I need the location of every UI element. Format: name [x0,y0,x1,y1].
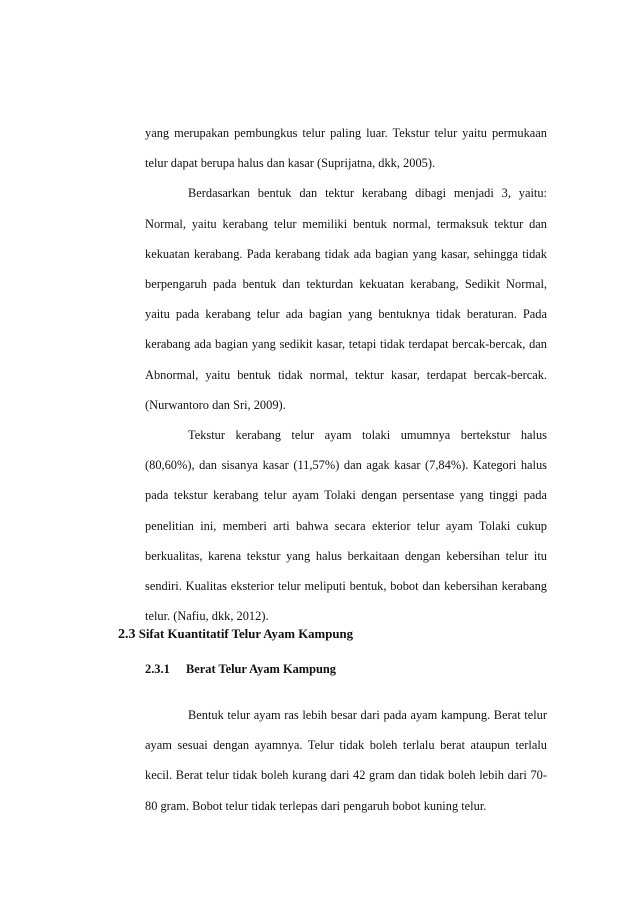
paragraph: Bentuk telur ayam ras lebih besar dari pada ayam kampung. Berat telur ayam sesuai dengan ayamnya. Telur tidak boleh terlalu berat ataupun terlalu kecil. Berat telur tidak boleh kurang dari 42 gram dan tidak boleh lebih dari 70-80 gram. Bobot telur tidak terlepas dari pengaruh bobot kuning telur. [145,708,547,813]
section-heading [118,622,558,647]
subsection-number: 2.3.1 [145,662,170,676]
paragraph: Berdasarkan bentuk dan tektur kerabang dibagi menjadi 3, yaitu: Normal, yaitu kerabang telur memiliki bentuk normal, termaksuk tektur dan kekuatan kerabang. Pada kerabang tidak ada bagian yang kasar, sehingga tidak berpengaruh pada bentuk dan tekturdan kekuatan kerabang, Sedikit Normal, yaitu pada kerabang telur ada bagian yang bentuknya tidak beraturan. Pada kerabang ada bagian yang sedikit kasar, tetapi tidak terdapat bercak-bercak, dan Abnormal, yaitu bentuk tidak normal, tektur kasar, terdapat bercak-bercak. (Nurwantoro dan Sri, 2009). [145,186,547,412]
paragraph: yang merupakan pembungkus telur paling luar. Tekstur telur yaitu permukaan telur dapat berupa halus dan kasar (Suprijatna, dkk, 2005). [145,126,547,171]
subsection-heading [145,657,547,681]
subsection-title: Berat Telur Ayam Kampung [186,662,336,676]
paragraph: Tekstur kerabang telur ayam tolaki umumnya bertekstur halus (80,60%), dan sisanya kasar (11,57%) dan agak kasar (7,84%). Kategori halus pada tekstur kerabang telur ayam Tolaki dengan persentase yang tinggi pada penelitian ini, memberi arti bahwa secara ekterior telur ayam Tolaki cukup berkualitas, karena tekstur yang halus berkaitaan dengan kebersihan telur itu sendiri. Kualitas eksterior telur meliputi bentuk, bobot dan kebersihan kerabang telur. (Nafiu, dkk, 2012). [145,428,547,624]
body-text-upper [145,118,547,631]
body-text-lower [145,700,547,821]
section-number: 2.3 [118,627,136,642]
section-title: Sifat Kuantitatif Telur Ayam Kampung [138,627,353,641]
